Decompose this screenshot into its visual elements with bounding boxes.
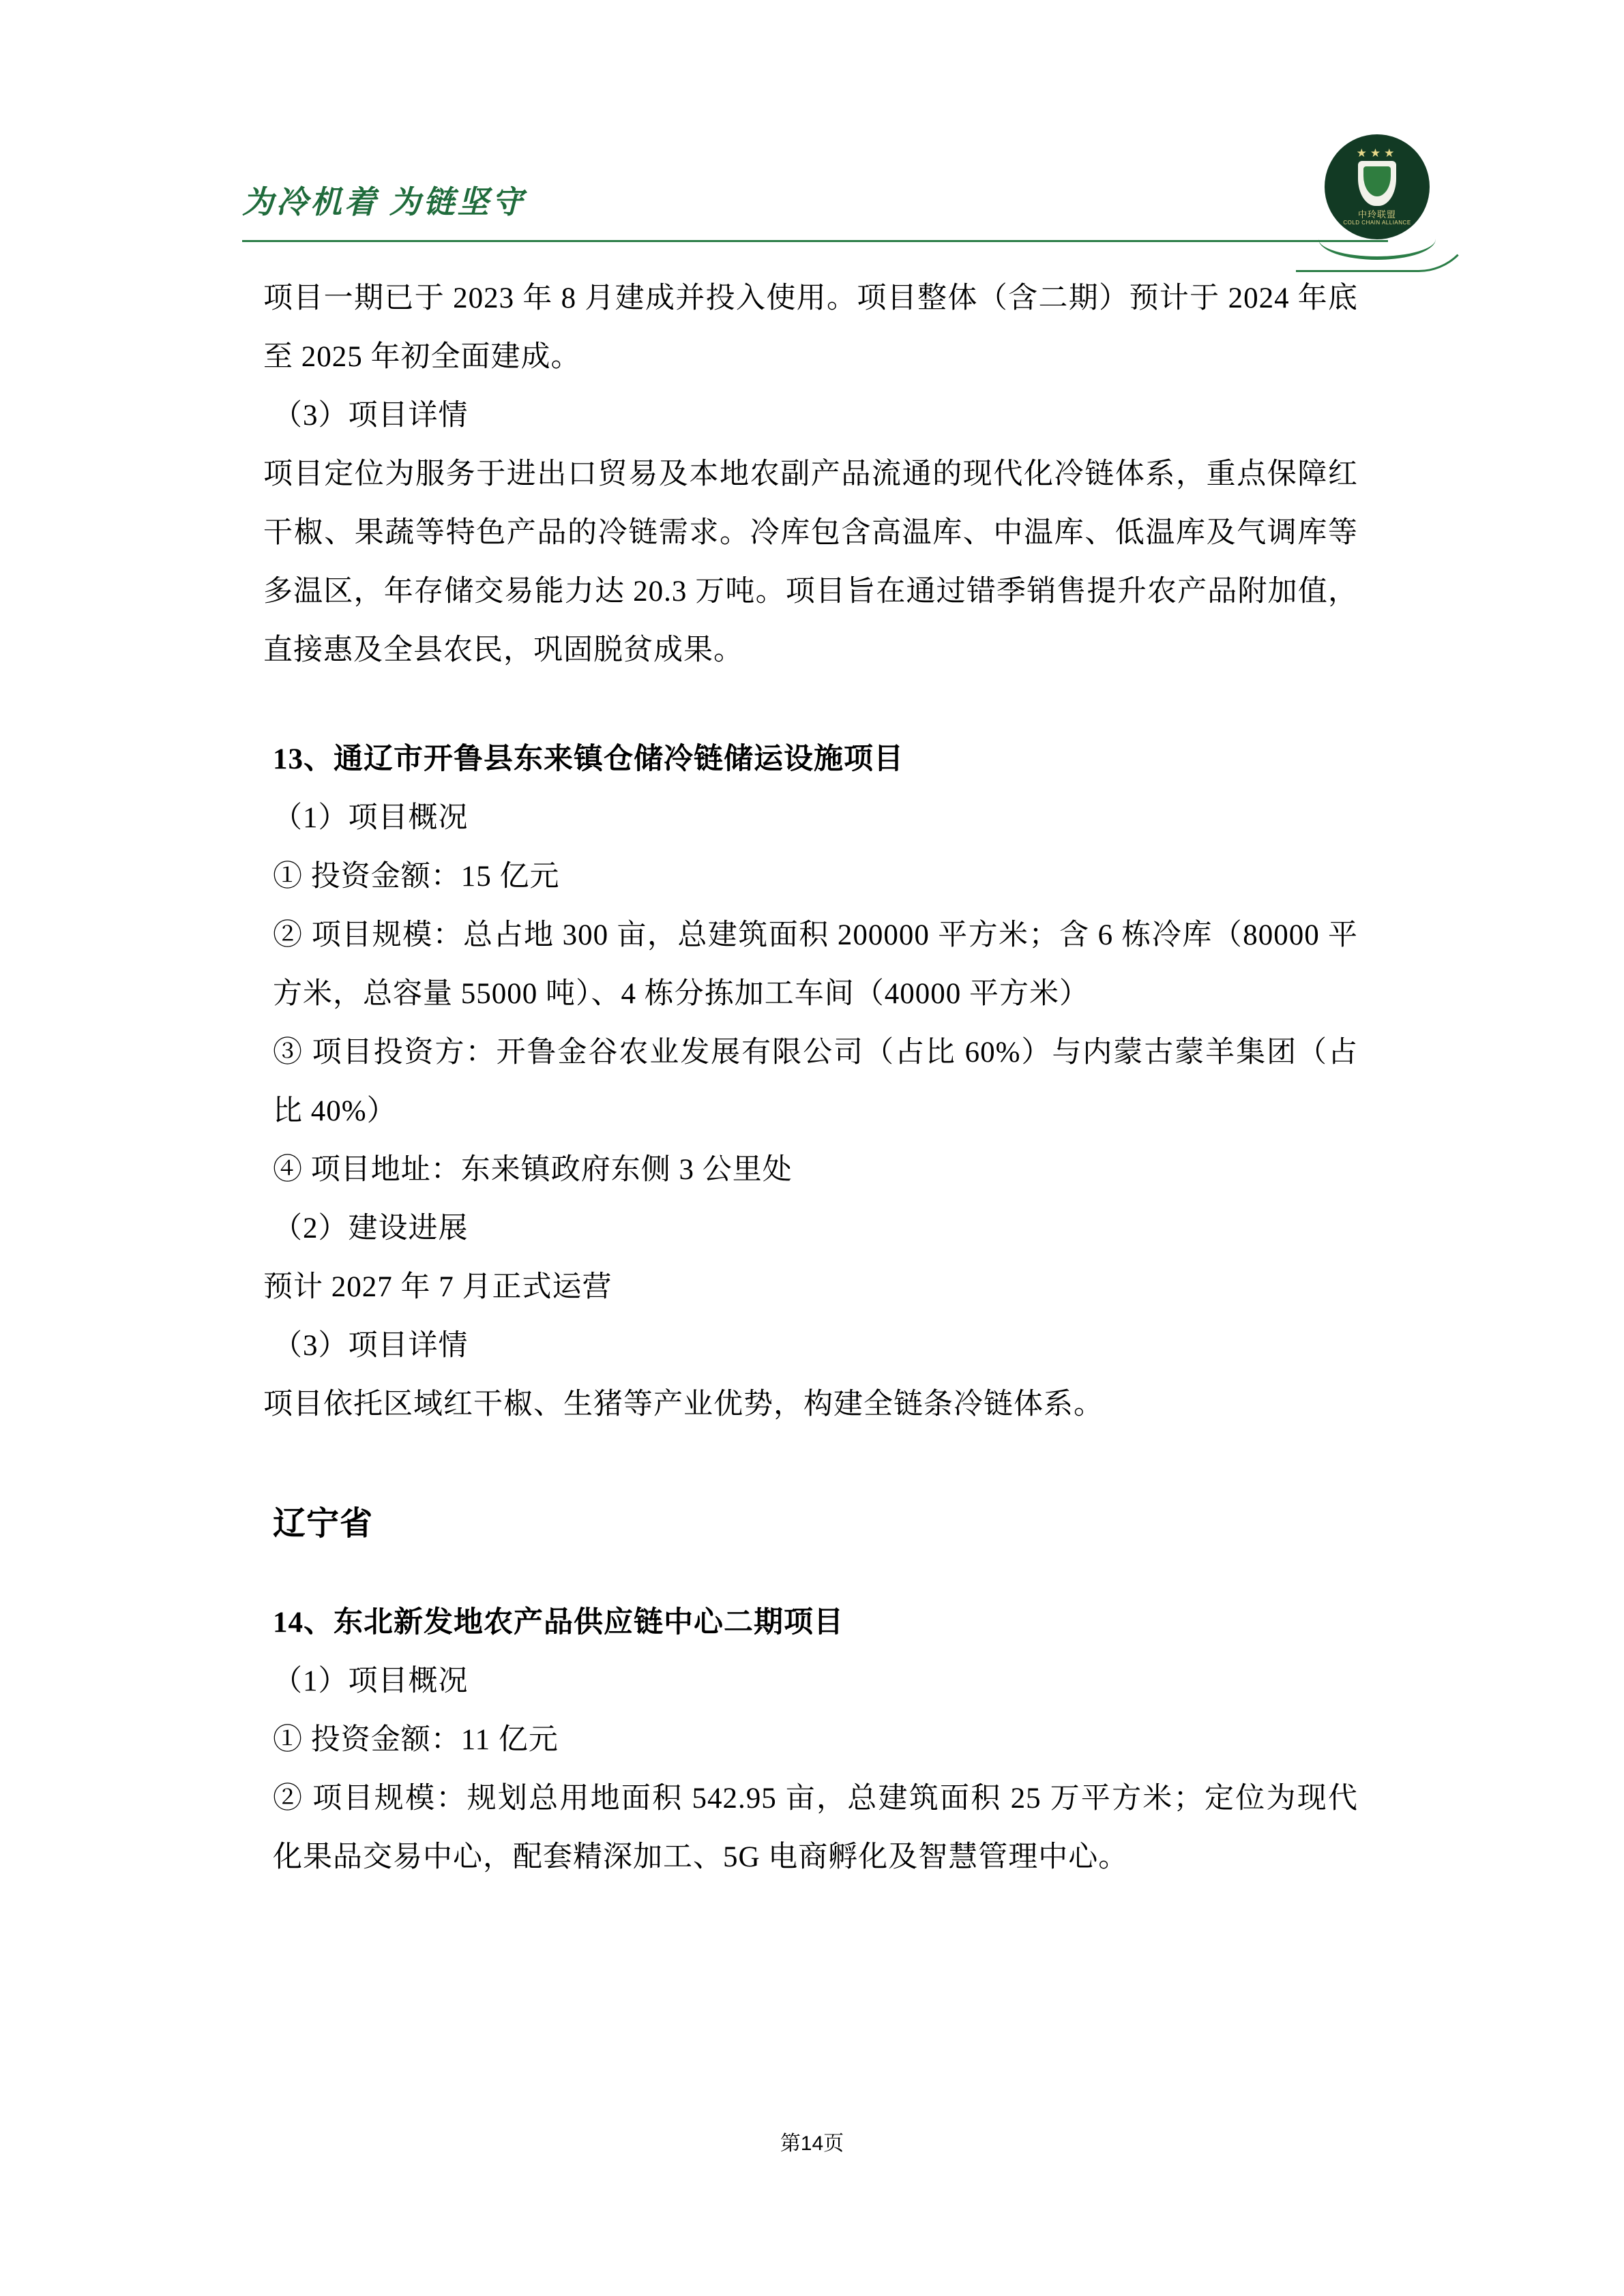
item-s13-address: ④ 项目地址：东来镇政府东侧 3 公里处 bbox=[273, 1154, 793, 1186]
logo-name-cn: 中玲联盟 bbox=[1357, 209, 1396, 220]
page-number: 第14页 bbox=[780, 2132, 844, 2155]
text-s13-detail: 项目依托区域红干椒、生猪等产业优势，构建全链条冷链体系。 bbox=[263, 1388, 1104, 1420]
heading-section-14: 14、东北新发地农产品供应链中心二期项目 bbox=[273, 1607, 844, 1639]
paragraph-project-phase-one: 项目一期已于 2023 年 8 月建成并投入使用。项目整体（含二期）预计于 2024 年底至 2025 年初全面建成。 bbox=[263, 282, 1358, 373]
logo-name-en: COLD CHAIN ALLIANCE bbox=[1343, 220, 1411, 226]
spacer bbox=[263, 1555, 1358, 1594]
item-s13-investment: ① 投资金额：15 亿元 bbox=[273, 861, 560, 893]
label-s14-overview: （1）项目概况 bbox=[273, 1665, 469, 1697]
header-divider-line bbox=[242, 240, 1388, 242]
logo-shield-inner-icon bbox=[1363, 166, 1391, 196]
paragraph-project-detail-prev: 项目定位为服务于进出口贸易及本地农副产品流通的现代化冷链体系，重点保障红干椒、果蔬等特色产品的冷链需求。冷库包含高温库、中温库、低温库及气调库等多温区，年存储交易能力达 20.3 万吨。项目旨在通过错季销售提升农产品附加值，直接惠及全县农民，巩固脱贫成果。 bbox=[263, 458, 1358, 666]
heading-section-13: 13、通辽市开鲁县东来镇仓储冷链储运设施项目 bbox=[273, 743, 904, 775]
item-s14-scale: ② 项目规模：规划总用地面积 542.95 亩，总建筑面积 25 万平方米；定位为现代化果品交易中心，配套精深加工、5G 电商孵化及智慧管理中心。 bbox=[273, 1783, 1358, 1873]
header-slogan: 为冷机着 为链坚守 bbox=[242, 185, 526, 220]
item-s13-scale: ② 项目规模：总占地 300 亩，总建筑面积 200000 平方米；含 6 栋冷库（80000 平方米，总容量 55000 吨）、4 栋分拣加工车间（40000 平方米） bbox=[273, 919, 1358, 1010]
text-s13-progress: 预计 2027 年 7 月正式运营 bbox=[263, 1271, 612, 1303]
label-s13-progress: （2）建设进展 bbox=[273, 1212, 469, 1244]
spacer bbox=[263, 1434, 1358, 1493]
item-s14-investment: ① 投资金额：11 亿元 bbox=[273, 1724, 559, 1756]
logo-stars-icon: ★★★ bbox=[1356, 147, 1398, 160]
label-project-detail-prev: （3）项目详情 bbox=[273, 400, 469, 432]
organization-logo bbox=[1299, 136, 1456, 239]
spacer bbox=[263, 680, 1358, 730]
page-header bbox=[0, 82, 1624, 226]
label-s13-detail: （3）项目详情 bbox=[273, 1330, 469, 1362]
document-body bbox=[263, 269, 1358, 1887]
heading-province-liaoning: 辽宁省 bbox=[273, 1506, 374, 1542]
label-s13-overview: （1）项目概况 bbox=[273, 802, 469, 834]
item-s13-investor: ③ 项目投资方：开鲁金谷农业发展有限公司（占比 60%）与内蒙古蒙羊集团（占比 40%） bbox=[273, 1037, 1358, 1127]
